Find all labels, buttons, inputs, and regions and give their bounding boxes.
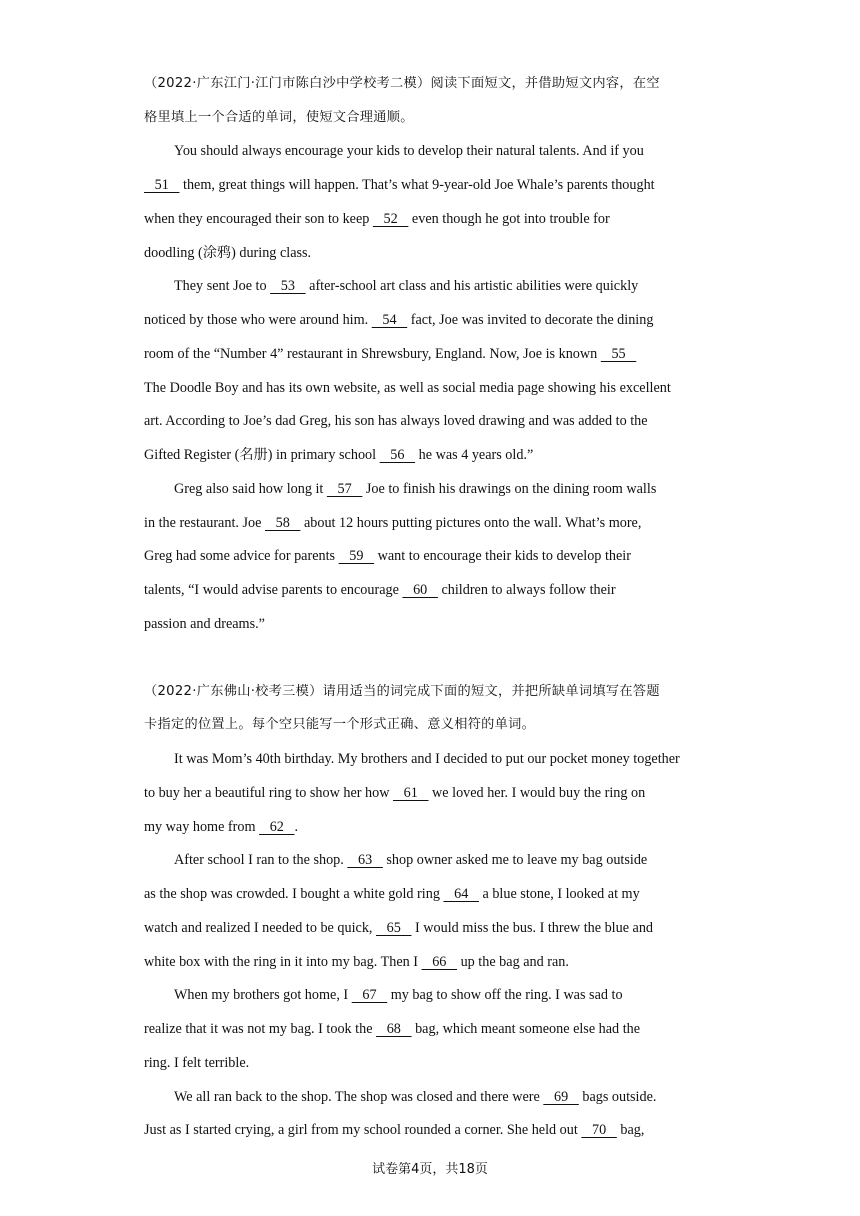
answer-blank-65: 65	[376, 920, 412, 936]
passage-1-line-14: talents, “I would advise parents to encourage 60 children to always follow their	[144, 582, 616, 598]
answer-blank-54: 54	[371, 312, 408, 328]
page-footer: 试卷第4页，共18页	[372, 1162, 488, 1177]
passage-1-line-11: Greg also said how long it 57 Joe to finish his drawings on the dining room walls	[174, 481, 657, 497]
answer-blank-68: 68	[376, 1021, 412, 1037]
answer-blank-59: 59	[338, 548, 375, 564]
passage-2-heading-line-1: （2022·广东佛山·校考三模）请用适当的词完成下面的短文，并把所缺单词填写在答题	[144, 684, 660, 699]
answer-blank-64: 64	[443, 886, 479, 902]
passage-1-line-1: You should always encourage your kids to develop their natural talents. And if you	[174, 143, 644, 159]
passage-1-line-7: room of the “Number 4” restaurant in Shrewsbury, England. Now, Joe is known 55	[144, 346, 637, 362]
answer-blank-52: 52	[372, 211, 409, 227]
passage-2-line-7: white box with the ring in it into my bag. Then I 66 up the bag and ran.	[144, 954, 569, 970]
passage-2-line-1: It was Mom’s 40th birthday. My brothers and I decided to put our pocket money together	[174, 751, 680, 767]
answer-blank-69: 69	[543, 1089, 579, 1105]
answer-blank-57: 57	[326, 481, 363, 497]
answer-blank-63: 63	[347, 852, 383, 868]
passage-1-heading-line-2: 格里填上一个合适的单词，使短文合理通顺。	[144, 110, 414, 125]
passage-1-line-9: art. According to Joe’s dad Greg, his son has always loved drawing and was added to the	[144, 413, 648, 429]
passage-1-heading-line-1: （2022·广东江门·江门市陈白沙中学校考二模）阅读下面短文，并借助短文内容，在空	[144, 76, 660, 91]
passage-2-line-8: When my brothers got home, I 67 my bag to show off the ring. I was sad to	[174, 987, 623, 1003]
passage-2-line-12: Just as I started crying, a girl from my school rounded a corner. She held out 70 bag,	[144, 1122, 645, 1138]
passage-2-line-9: realize that it was not my bag. I took the 68 bag, which meant someone else had the	[144, 1021, 641, 1037]
answer-blank-51: 51	[144, 177, 180, 193]
answer-blank-62: 62	[259, 819, 295, 835]
answer-blank-56: 56	[379, 447, 416, 463]
passage-2-line-11: We all ran back to the shop. The shop was closed and there were 69 bags outside.	[174, 1089, 657, 1105]
passage-2-line-3: my way home from 62 .	[144, 819, 299, 835]
answer-blank-67: 67	[351, 987, 388, 1003]
passage-1-line-2: 51 them, great things will happen. That’s what 9-year-old Joe Whale’s parents thought	[144, 177, 655, 193]
passage-2-line-2: to buy her a beautiful ring to show her how 61 we loved her. I would buy the ring on	[144, 785, 646, 801]
answer-blank-70: 70	[581, 1122, 617, 1138]
passage-1-line-5: They sent Joe to 53 after-school art class and his artistic abilities were quickly	[174, 278, 639, 294]
passage-1-line-10: Gifted Register (名册) in primary school 56 he was 4 years old.”	[144, 447, 534, 463]
passage-1-line-8: The Doodle Boy and has its own website, as well as social media page showing his excellent	[144, 380, 671, 396]
answer-blank-55: 55	[600, 346, 637, 362]
passage-2-heading-line-2: 卡指定的位置上。每个空只能写一个形式正确、意义相符的单词。	[144, 717, 536, 732]
passage-1-line-13: Greg had some advice for parents 59 want to encourage their kids to develop their	[144, 548, 631, 564]
passage-1-line-3: when they encouraged their son to keep 52 even though he got into trouble for	[144, 211, 610, 227]
answer-blank-61: 61	[393, 785, 429, 801]
passage-1-line-15: passion and dreams.”	[144, 616, 265, 632]
answer-blank-60: 60	[402, 582, 438, 598]
passage-2-line-10: ring. I felt terrible.	[144, 1055, 250, 1071]
answer-blank-53: 53	[270, 278, 306, 294]
passage-2-line-6: watch and realized I needed to be quick, 65 I would miss the bus. I threw the blue and	[144, 920, 654, 936]
passage-1-line-4: doodling (涂鸦) during class.	[144, 245, 312, 261]
passage-2-line-5: as the shop was crowded. I bought a white gold ring 64 a blue stone, I looked at my	[144, 886, 640, 902]
answer-blank-66: 66	[421, 954, 458, 970]
passage-1-line-12: in the restaurant. Joe 58 about 12 hours putting pictures onto the wall. What’s more,	[144, 515, 642, 531]
passage-2-line-4: After school I ran to the shop. 63 shop owner asked me to leave my bag outside	[174, 852, 648, 868]
passage-1-line-6: noticed by those who were around him. 54 fact, Joe was invited to decorate the dining	[144, 312, 654, 328]
answer-blank-58: 58	[264, 515, 301, 531]
